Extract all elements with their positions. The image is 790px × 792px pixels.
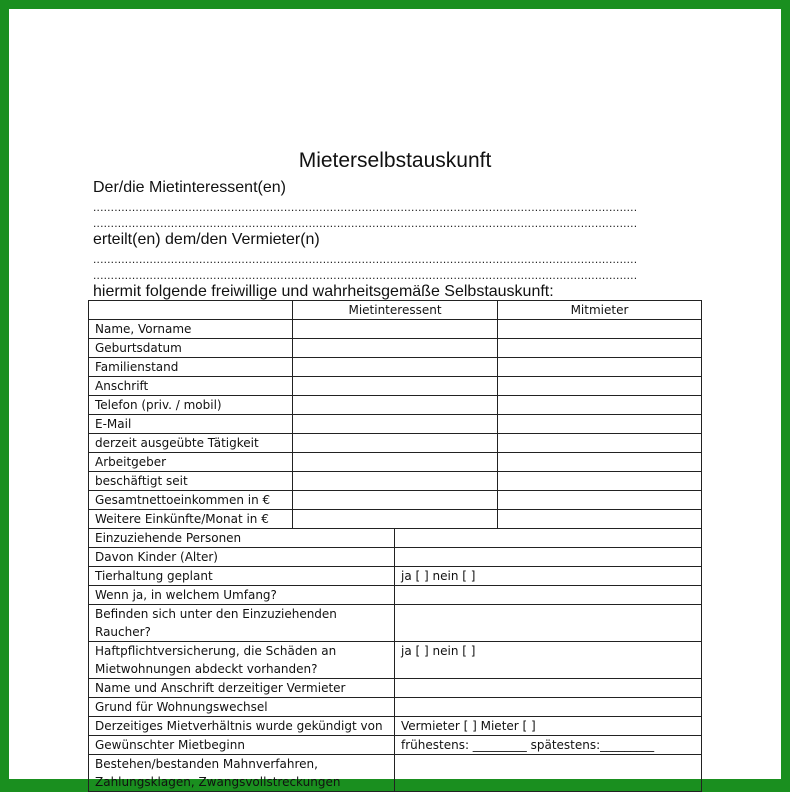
row-label: Name, Vorname — [89, 320, 293, 339]
row-label: Telefon (priv. / mobil) — [89, 396, 293, 415]
row-label: Familienstand — [89, 358, 293, 377]
applicant-field[interactable] — [293, 358, 498, 377]
row-label: Name und Anschrift derzeitiger Vermieter — [89, 679, 395, 698]
co-tenant-field[interactable] — [498, 510, 702, 529]
document-title: Mieterselbstauskunft — [298, 149, 492, 172]
answer-field[interactable] — [395, 529, 702, 548]
row-label: beschäftigt seit — [89, 472, 293, 491]
applicant-field[interactable] — [293, 491, 498, 510]
table-row — [89, 415, 702, 434]
table-row — [89, 320, 702, 339]
answer-field[interactable] — [395, 605, 702, 642]
co-tenant-field[interactable] — [498, 415, 702, 434]
table-row — [89, 755, 702, 792]
row-label: Tierhaltung geplant — [89, 567, 395, 586]
answer-field[interactable] — [395, 679, 702, 698]
applicant-field[interactable] — [293, 339, 498, 358]
table-row — [89, 358, 702, 377]
row-label: Befinden sich unter den Einzuziehenden Raucher? — [89, 605, 395, 642]
table-row — [89, 605, 702, 642]
table-row — [89, 529, 702, 548]
applicant-field[interactable] — [293, 453, 498, 472]
row-label: Anschrift — [89, 377, 293, 396]
answer-field[interactable] — [395, 548, 702, 567]
table-row — [89, 717, 702, 736]
row-label: Bestehen/bestanden Mahnverfahren, Zahlungsklagen, Zwangsvollstreckungen — [89, 755, 395, 792]
co-tenant-field[interactable] — [498, 453, 702, 472]
intro-line-landlord: erteilt(en) dem/den Vermieter(n) — [93, 231, 320, 248]
applicant-field[interactable] — [293, 472, 498, 491]
row-label: Arbeitgeber — [89, 453, 293, 472]
intro-line-applicant: Der/die Mietinteressent(en) — [93, 179, 286, 196]
row-label: E-Mail — [89, 415, 293, 434]
table-row — [89, 453, 702, 472]
table-row — [89, 377, 702, 396]
row-label: Gewünschter Mietbeginn — [89, 736, 395, 755]
co-tenant-field[interactable] — [498, 358, 702, 377]
fill-line: .......................................................................................................................................................... — [93, 200, 638, 214]
applicant-field[interactable] — [293, 320, 498, 339]
applicant-field[interactable] — [293, 396, 498, 415]
answer-field[interactable]: frühestens: _________ spätestens:_________ — [395, 736, 702, 755]
row-label: Haftpflichtversicherung, die Schäden an Mietwohnungen abdeckt vorhanden? — [89, 642, 395, 679]
table-row — [89, 339, 702, 358]
row-label: Geburtsdatum — [89, 339, 293, 358]
answer-field[interactable]: Vermieter [ ] Mieter [ ] — [395, 717, 702, 736]
table-row — [89, 679, 702, 698]
table-row — [89, 548, 702, 567]
fill-line: .......................................................................................................................................................... — [93, 252, 638, 266]
row-label: Derzeitiges Mietverhältnis wurde gekündigt von — [89, 717, 395, 736]
table-row — [89, 642, 702, 679]
table-header-row — [89, 301, 702, 320]
co-tenant-field[interactable] — [498, 320, 702, 339]
table-row — [89, 736, 702, 755]
co-tenant-field[interactable] — [498, 396, 702, 415]
header-cell-applicant: Mietinteressent — [293, 301, 498, 320]
row-label: Einzuziehende Personen — [89, 529, 395, 548]
table-row — [89, 510, 702, 529]
applicant-field[interactable] — [293, 377, 498, 396]
row-label: Wenn ja, in welchem Umfang? — [89, 586, 395, 605]
document-page — [9, 9, 781, 789]
co-tenant-field[interactable] — [498, 339, 702, 358]
fill-line: .......................................................................................................................................................... — [93, 268, 638, 282]
self-disclosure-table — [88, 300, 702, 792]
answer-field[interactable] — [395, 586, 702, 605]
row-label: derzeit ausgeübte Tätigkeit — [89, 434, 293, 453]
table-row — [89, 472, 702, 491]
applicant-field[interactable] — [293, 510, 498, 529]
row-label: Davon Kinder (Alter) — [89, 548, 395, 567]
applicant-field[interactable] — [293, 434, 498, 453]
answer-field[interactable]: ja [ ] nein [ ] — [395, 567, 702, 586]
answer-field[interactable]: ja [ ] nein [ ] — [395, 642, 702, 679]
table-row — [89, 586, 702, 605]
row-label: Gesamtnettoeinkommen in € — [89, 491, 293, 510]
header-cell-co-tenant: Mitmieter — [498, 301, 702, 320]
header-cell-empty — [89, 301, 293, 320]
intro-line-declaration: hiermit folgende freiwillige und wahrheitsgemäße Selbstauskunft: — [93, 283, 554, 300]
co-tenant-field[interactable] — [498, 472, 702, 491]
table-row — [89, 567, 702, 586]
answer-field[interactable] — [395, 755, 702, 792]
answer-field[interactable] — [395, 698, 702, 717]
row-label: Grund für Wohnungswechsel — [89, 698, 395, 717]
table-row — [89, 698, 702, 717]
table-row — [89, 396, 702, 415]
applicant-field[interactable] — [293, 415, 498, 434]
table-row — [89, 491, 702, 510]
fill-line: .......................................................................................................................................................... — [93, 216, 638, 230]
row-label: Weitere Einkünfte/Monat in € — [89, 510, 293, 529]
co-tenant-field[interactable] — [498, 434, 702, 453]
co-tenant-field[interactable] — [498, 491, 702, 510]
table-row — [89, 434, 702, 453]
co-tenant-field[interactable] — [498, 377, 702, 396]
